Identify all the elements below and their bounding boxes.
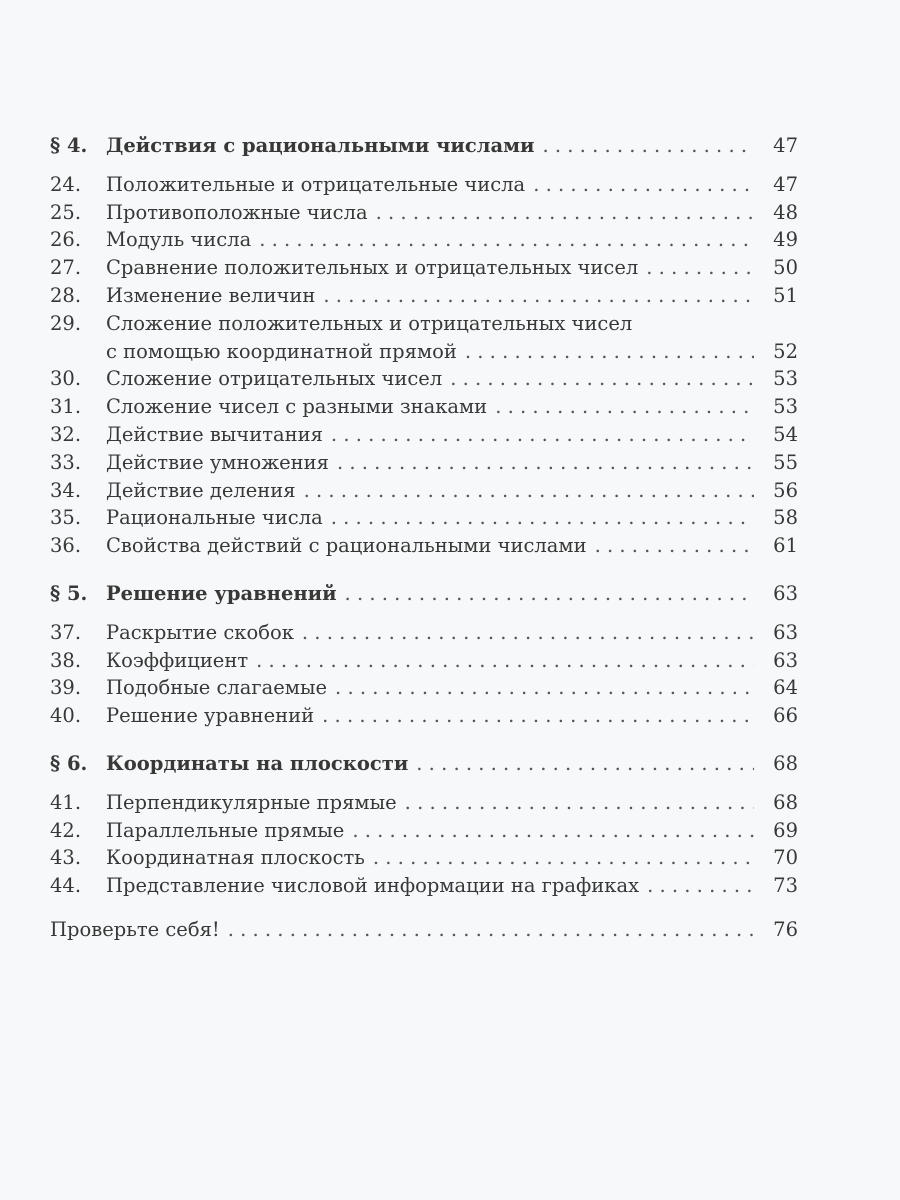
entry-number: 41. (50, 790, 82, 814)
entry-title: Действие умножения (106, 450, 329, 474)
toc-entry (50, 918, 798, 946)
entry-number: 31. (50, 395, 82, 419)
entry-number: § 6. (50, 751, 88, 775)
table-of-contents (50, 134, 798, 946)
entry-title: Свойства действий с рациональными числами (106, 534, 587, 558)
entry-title: Коэффициент (106, 648, 249, 672)
dot-leader (322, 704, 754, 727)
toc-entry (50, 621, 798, 649)
entry-title: Решение уравнений (106, 704, 315, 728)
entry-title: Представление числовой информации на графиках (106, 874, 640, 898)
entry-number: 33. (50, 450, 82, 474)
entry-page-number: 63 (773, 620, 798, 644)
entry-page-number: 55 (773, 450, 798, 474)
entry-number: 27. (50, 256, 82, 280)
entry-page-number: 51 (773, 283, 798, 307)
entry-page-number: 61 (773, 534, 798, 558)
toc-entry (50, 534, 798, 562)
entry-title: Модуль числа (106, 228, 252, 252)
entry-number: 38. (50, 648, 82, 672)
entry-title: Действие вычитания (106, 422, 323, 446)
entry-page-number: 54 (773, 422, 798, 446)
dot-leader (323, 284, 754, 307)
toc-entry (50, 676, 798, 704)
dot-leader (647, 874, 754, 897)
toc-entry (50, 201, 798, 229)
dot-leader (533, 173, 754, 196)
dot-leader (335, 676, 754, 699)
entry-number: 24. (50, 172, 82, 196)
dot-leader (256, 649, 754, 672)
entry-title: Изменение величин (106, 283, 316, 307)
dot-leader (542, 134, 754, 157)
toc-entry (50, 874, 798, 902)
toc-section-heading (50, 582, 798, 610)
dot-leader (337, 451, 754, 474)
entry-title: Положительные и отрицательные числа (106, 172, 526, 196)
dot-leader (416, 752, 754, 775)
entry-page-number: 56 (773, 478, 798, 502)
entry-number: 39. (50, 676, 82, 700)
dot-leader (450, 367, 754, 390)
toc-entry (50, 704, 798, 732)
toc-section-heading (50, 134, 798, 162)
entry-number: 26. (50, 228, 82, 252)
entry-title: Подобные слагаемые (106, 676, 328, 700)
entry-page-number: 70 (773, 846, 798, 870)
dot-leader (352, 819, 754, 842)
dot-leader (331, 423, 754, 446)
entry-number: 25. (50, 200, 82, 224)
entry-page-number: 73 (773, 874, 798, 898)
entry-title: Противоположные числа (106, 200, 368, 224)
entry-title: Действие деления (106, 478, 296, 502)
entry-page-number: 53 (773, 395, 798, 419)
entry-title: Сложение чисел с разными знаками (106, 395, 488, 419)
entry-number: 44. (50, 874, 82, 898)
entry-number: 28. (50, 283, 82, 307)
toc-entry (50, 256, 798, 284)
dot-leader (405, 791, 754, 814)
toc-entry (50, 819, 798, 847)
entry-number: 42. (50, 818, 82, 842)
dot-leader (373, 846, 754, 869)
entry-page-number: 50 (773, 256, 798, 280)
entry-page-number: 53 (773, 367, 798, 391)
dot-leader (495, 395, 754, 418)
entry-number: 43. (50, 846, 82, 870)
dot-leader (465, 340, 754, 363)
entry-page-number: 63 (773, 648, 798, 672)
toc-entry (50, 228, 798, 256)
entry-page-number: 52 (773, 339, 798, 363)
entry-title: Сравнение положительных и отрицательных чисел (106, 256, 639, 280)
entry-number: 36. (50, 534, 82, 558)
entry-number: 29. (50, 311, 82, 335)
entry-page-number: 69 (773, 818, 798, 842)
entry-number: § 5. (50, 581, 88, 605)
entry-number: 30. (50, 367, 82, 391)
toc-entry (50, 649, 798, 677)
toc-entry (50, 284, 798, 312)
entry-number: 32. (50, 422, 82, 446)
entry-title: Проверьте себя! (50, 917, 220, 941)
entry-page-number: 63 (773, 581, 798, 605)
entry-number: 37. (50, 620, 82, 644)
toc-entry (50, 506, 798, 534)
dot-leader (646, 256, 754, 279)
toc-entry (50, 423, 798, 451)
toc-entry-continued (50, 340, 798, 368)
entry-number: 34. (50, 478, 82, 502)
entry-number: 40. (50, 704, 82, 728)
entry-page-number: 76 (773, 917, 798, 941)
entry-title: Параллельные прямые (106, 818, 345, 842)
entry-page-number: 58 (773, 506, 798, 530)
toc-section-heading (50, 752, 798, 780)
toc-entry (50, 791, 798, 819)
toc-entry (50, 846, 798, 874)
entry-page-number: 47 (773, 172, 798, 196)
dot-leader (331, 506, 754, 529)
entry-page-number: 47 (773, 134, 798, 157)
entry-page-number: 68 (773, 751, 798, 775)
dot-leader (345, 582, 754, 605)
entry-title: Координаты на плоскости (106, 751, 409, 775)
entry-title: Действия с рациональными числами (106, 134, 535, 157)
entry-title: Рациональные числа (106, 506, 323, 530)
dot-leader (595, 534, 754, 557)
toc-entry (50, 395, 798, 423)
entry-page-number: 66 (773, 704, 798, 728)
dot-leader (228, 918, 754, 941)
entry-number: § 4. (50, 134, 88, 157)
entry-title-continued: с помощью координатной прямой (106, 339, 457, 363)
entry-title: Раскрытие скобок (106, 620, 294, 644)
entry-page-number: 68 (773, 790, 798, 814)
toc-entry (50, 451, 798, 479)
entry-title: Решение уравнений (106, 581, 337, 605)
entry-page-number: 49 (773, 228, 798, 252)
entry-title: Сложение отрицательных чисел (106, 367, 443, 391)
entry-title: Координатная плоскость (106, 846, 365, 870)
dot-leader (302, 621, 754, 644)
toc-entry (50, 173, 798, 201)
dot-leader (376, 201, 754, 224)
dot-leader (304, 479, 754, 502)
entry-title: Сложение положительных и отрицательных чисел (106, 311, 633, 335)
toc-entry (50, 312, 798, 340)
entry-page-number: 48 (773, 200, 798, 224)
dot-leader (259, 228, 754, 251)
entry-page-number: 64 (773, 676, 798, 700)
entry-title: Перпендикулярные прямые (106, 790, 397, 814)
entry-number: 35. (50, 506, 82, 530)
toc-entry (50, 367, 798, 395)
toc-entry (50, 479, 798, 507)
